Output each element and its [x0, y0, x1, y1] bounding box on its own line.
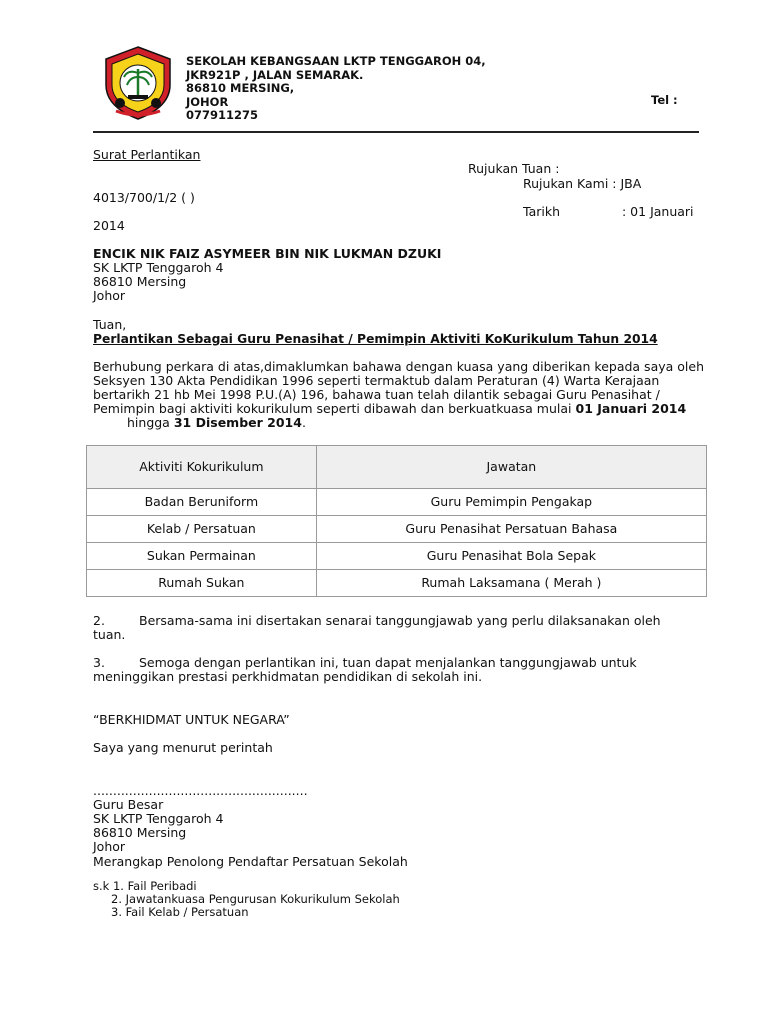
body-period: .: [301, 415, 306, 430]
point2-text: Bersama-sama ini disertakan senarai tanggungjawab yang perlu dilaksanakan oleh: [139, 613, 661, 628]
cc-item-text: 3. Fail Kelab / Persatuan: [111, 905, 249, 919]
table-header-cell: Aktiviti Kokurikulum: [87, 446, 317, 489]
table-cell: Guru Penasihat Bola Sepak: [316, 543, 706, 570]
school-name: SEKOLAH KEBANGSAAN LKTP TENGGAROH 04,: [186, 54, 486, 68]
table-row: [87, 489, 707, 516]
cc-item-text: 2. Jawatankuasa Pengurusan Kokurikulum Sekolah: [111, 892, 400, 906]
tel-label: Tel :: [651, 93, 678, 107]
signature-line: ......................................................: [93, 783, 308, 798]
motto: “BERKHIDMAT UNTUK NEGARA”: [93, 712, 290, 727]
rujukan-kami: Rujukan Kami : JBA: [523, 176, 642, 191]
table-cell: Guru Penasihat Persatuan Bahasa: [316, 516, 706, 543]
school-logo: [100, 45, 176, 121]
end-date: 31 Disember 2014: [173, 415, 302, 430]
table-row: [87, 570, 707, 597]
salutation: Tuan,: [93, 317, 127, 332]
table-header-cell: Jawatan: [316, 446, 706, 489]
point2-number: 2.: [93, 613, 105, 628]
table-header-row: [87, 446, 707, 489]
tarikh-label: Tarikh: [523, 204, 560, 219]
table-cell: Badan Beruniform: [87, 489, 317, 516]
table-row: [87, 543, 707, 570]
table-cell: Kelab / Persatuan: [87, 516, 317, 543]
school-address-line1: JKR921P , JALAN SEMARAK.: [186, 67, 364, 82]
school-phone: 077911275: [186, 108, 259, 122]
date-year: 2014: [93, 218, 125, 233]
table-cell: Rumah Sukan: [87, 570, 317, 597]
letter-title: Surat Perlantikan: [93, 147, 201, 162]
body-text: Berhubung perkara di atas,dimaklumkan bahawa dengan kuasa yang diberikan kepada saya oleh Seksyen 130 Akta Pendidikan 1996 seperti termaktub dalam Peraturan (4) Warta Kerajaan bertarikh 21 hb Mei 1998 P.U.(A) 196, bahawa tuan telah dilantik sebagai Guru Penasihat / Pemimpin bagi aktiviti kokurikulum seperti dibawah dan berkuatkuasa mulai: [93, 359, 704, 416]
rujukan-tuan: Rujukan Tuan :: [468, 161, 560, 176]
tarikh-value: : 01 Januari: [622, 204, 694, 219]
table-row: [87, 516, 707, 543]
signatory-line3: Johor: [93, 839, 126, 854]
recipient-line2: 86810 Mersing: [93, 274, 187, 289]
closing-text: Saya yang menurut perintah: [93, 740, 273, 755]
table-cell: Guru Pemimpin Pengakap: [316, 489, 706, 516]
point3-text: Semoga dengan perlantikan ini, tuan dapat menjalankan tanggungjawab untuk: [139, 655, 637, 670]
signatory-title: Guru Besar: [93, 797, 164, 812]
point2-cont: tuan.: [93, 627, 126, 642]
activity-table: [86, 445, 707, 597]
signatory-line1: SK LKTP Tenggaroh 4: [93, 811, 224, 826]
header-divider: [93, 131, 699, 133]
signatory-line2: 86810 Mersing: [93, 825, 187, 840]
point3-number: 3.: [93, 655, 105, 670]
school-address-line2: 86810 MERSING,: [186, 81, 295, 95]
recipient-line3: Johor: [93, 288, 126, 303]
body-paragraph: [93, 360, 705, 430]
cc-list: [93, 880, 400, 919]
letterhead: [186, 55, 486, 123]
point3-cont: meninggikan prestasi perkhidmatan pendidikan di sekolah ini.: [93, 669, 483, 684]
cc-item: [93, 906, 400, 919]
subject-line: Perlantikan Sebagai Guru Penasihat / Pemimpin Aktiviti KoKurikulum Tahun 2014: [93, 332, 658, 346]
start-date: 01 Januari 2014: [575, 401, 687, 416]
cc-item-text: 1. Fail Peribadi: [112, 879, 197, 893]
table-cell: Sukan Permainan: [87, 543, 317, 570]
cc-prefix: s.k: [93, 879, 110, 893]
recipient-name: ENCIK NIK FAIZ ASYMEER BIN NIK LUKMAN DZUKI: [93, 246, 442, 261]
recipient-line1: SK LKTP Tenggaroh 4: [93, 260, 224, 275]
signatory-role: Merangkap Penolong Pendaftar Persatuan Sekolah: [93, 854, 408, 869]
file-number: 4013/700/1/2 ( ): [93, 190, 195, 205]
school-state: JOHOR: [186, 94, 229, 109]
hingga-text: hingga: [127, 415, 170, 430]
table-cell: Rumah Laksamana ( Merah ): [316, 570, 706, 597]
